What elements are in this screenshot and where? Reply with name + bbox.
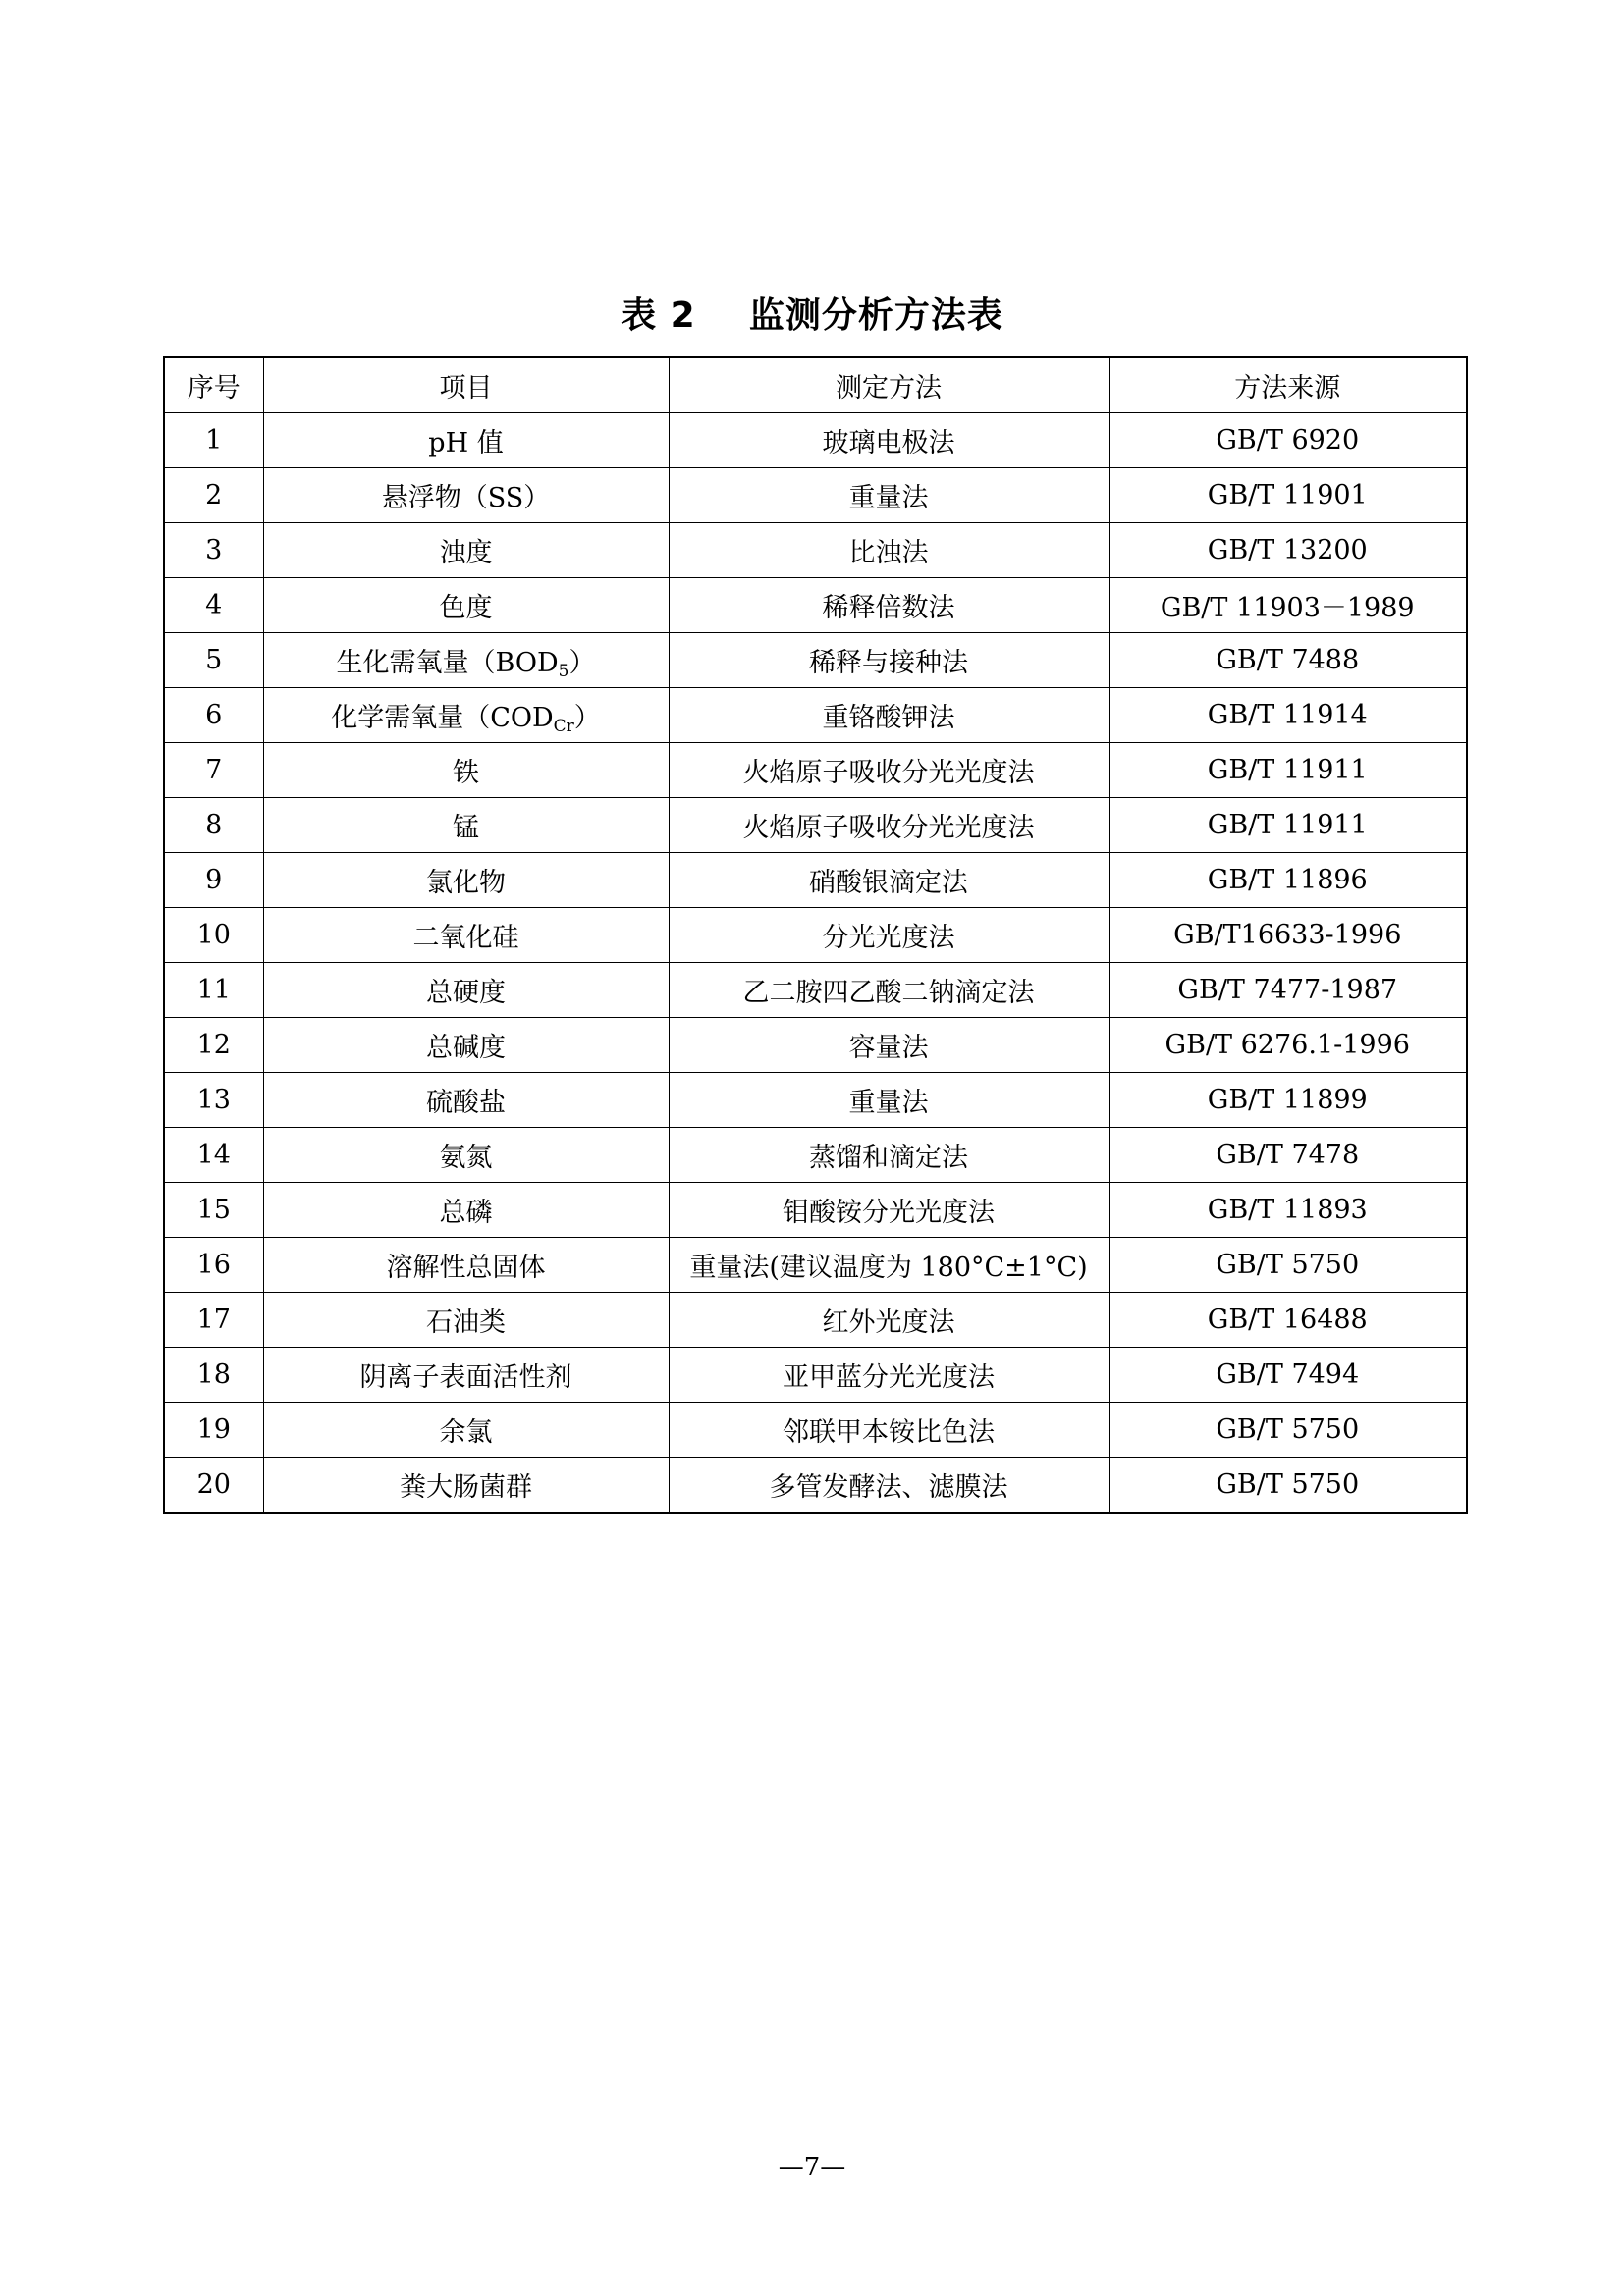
row-item: 阴离子表面活性剂 bbox=[263, 1348, 669, 1403]
header-method: 测定方法 bbox=[669, 357, 1109, 413]
row-source: GB/T 13200 bbox=[1109, 523, 1467, 578]
table-row bbox=[164, 1018, 1467, 1073]
table-row bbox=[164, 1348, 1467, 1403]
row-method: 红外光度法 bbox=[669, 1293, 1109, 1348]
table-row bbox=[164, 1458, 1467, 1514]
page-number: —7— bbox=[778, 2153, 846, 2182]
table-row bbox=[164, 1128, 1467, 1183]
row-number: 9 bbox=[164, 853, 263, 908]
row-item: 总碱度 bbox=[263, 1018, 669, 1073]
row-number: 20 bbox=[164, 1458, 263, 1514]
row-method: 比浊法 bbox=[669, 523, 1109, 578]
table-row bbox=[164, 633, 1467, 688]
row-source: GB/T16633-1996 bbox=[1109, 908, 1467, 963]
table-row bbox=[164, 1183, 1467, 1238]
row-number: 10 bbox=[164, 908, 263, 963]
row-method: 重量法 bbox=[669, 468, 1109, 523]
row-number: 15 bbox=[164, 1183, 263, 1238]
row-source: GB/T 7494 bbox=[1109, 1348, 1467, 1403]
row-item: 总磷 bbox=[263, 1183, 669, 1238]
row-method: 分光光度法 bbox=[669, 908, 1109, 963]
row-number: 7 bbox=[164, 743, 263, 798]
row-source: GB/T 7478 bbox=[1109, 1128, 1467, 1183]
page-title: 表 2 监测分析方法表 bbox=[621, 295, 1003, 336]
row-item: 硫酸盐 bbox=[263, 1073, 669, 1128]
row-method: 亚甲蓝分光光度法 bbox=[669, 1348, 1109, 1403]
row-item: 悬浮物（SS） bbox=[263, 468, 669, 523]
table-row bbox=[164, 523, 1467, 578]
row-number: 6 bbox=[164, 688, 263, 743]
table-body bbox=[164, 413, 1467, 1514]
row-source: GB/T 5750 bbox=[1109, 1238, 1467, 1293]
item-text-after: ） bbox=[568, 648, 596, 678]
row-method: 重铬酸钾法 bbox=[669, 688, 1109, 743]
row-number: 8 bbox=[164, 798, 263, 853]
row-item: 石油类 bbox=[263, 1293, 669, 1348]
row-method: 邻联甲本铵比色法 bbox=[669, 1403, 1109, 1458]
row-source: GB/T 6920 bbox=[1109, 413, 1467, 468]
row-number: 19 bbox=[164, 1403, 263, 1458]
row-item bbox=[263, 633, 669, 688]
row-item: 粪大肠菌群 bbox=[263, 1458, 669, 1514]
row-method: 火焰原子吸收分光光度法 bbox=[669, 798, 1109, 853]
row-item: 氨氮 bbox=[263, 1128, 669, 1183]
row-method: 容量法 bbox=[669, 1018, 1109, 1073]
row-method: 乙二胺四乙酸二钠滴定法 bbox=[669, 963, 1109, 1018]
table-row bbox=[164, 798, 1467, 853]
item-subscript: 5 bbox=[558, 662, 569, 681]
row-source: GB/T 11903－1989 bbox=[1109, 578, 1467, 633]
row-source: GB/T 5750 bbox=[1109, 1458, 1467, 1514]
row-method: 火焰原子吸收分光光度法 bbox=[669, 743, 1109, 798]
row-item: 浊度 bbox=[263, 523, 669, 578]
header-item: 项目 bbox=[263, 357, 669, 413]
table-header-row bbox=[164, 357, 1467, 413]
row-number: 1 bbox=[164, 413, 263, 468]
row-item: 溶解性总固体 bbox=[263, 1238, 669, 1293]
row-item: 氯化物 bbox=[263, 853, 669, 908]
row-number: 16 bbox=[164, 1238, 263, 1293]
row-number: 18 bbox=[164, 1348, 263, 1403]
table-row bbox=[164, 688, 1467, 743]
row-source: GB/T 11896 bbox=[1109, 853, 1467, 908]
row-number: 2 bbox=[164, 468, 263, 523]
row-method: 多管发酵法、滤膜法 bbox=[669, 1458, 1109, 1514]
row-method: 稀释倍数法 bbox=[669, 578, 1109, 633]
row-method: 玻璃电极法 bbox=[669, 413, 1109, 468]
row-source: GB/T 7488 bbox=[1109, 633, 1467, 688]
row-source: GB/T 11899 bbox=[1109, 1073, 1467, 1128]
row-source: GB/T 11893 bbox=[1109, 1183, 1467, 1238]
table-row bbox=[164, 963, 1467, 1018]
row-number: 17 bbox=[164, 1293, 263, 1348]
row-number: 12 bbox=[164, 1018, 263, 1073]
item-text-after: ） bbox=[573, 703, 601, 733]
row-method: 硝酸银滴定法 bbox=[669, 853, 1109, 908]
row-method: 重量法 bbox=[669, 1073, 1109, 1128]
row-source: GB/T 7477-1987 bbox=[1109, 963, 1467, 1018]
row-source: GB/T 6276.1-1996 bbox=[1109, 1018, 1467, 1073]
table-row bbox=[164, 908, 1467, 963]
header-source: 方法来源 bbox=[1109, 357, 1467, 413]
header-no: 序号 bbox=[164, 357, 263, 413]
row-number: 5 bbox=[164, 633, 263, 688]
row-number: 14 bbox=[164, 1128, 263, 1183]
table-row bbox=[164, 468, 1467, 523]
row-number: 11 bbox=[164, 963, 263, 1018]
row-item: 余氯 bbox=[263, 1403, 669, 1458]
row-method: 蒸馏和滴定法 bbox=[669, 1128, 1109, 1183]
table-row bbox=[164, 853, 1467, 908]
row-item: pH 值 bbox=[263, 413, 669, 468]
item-subscript: Cr bbox=[553, 717, 574, 736]
row-number: 3 bbox=[164, 523, 263, 578]
row-source: GB/T 11914 bbox=[1109, 688, 1467, 743]
table-row bbox=[164, 1073, 1467, 1128]
table-row bbox=[164, 1403, 1467, 1458]
row-item bbox=[263, 688, 669, 743]
row-source: GB/T 11911 bbox=[1109, 798, 1467, 853]
row-source: GB/T 5750 bbox=[1109, 1403, 1467, 1458]
item-text: 化学需氧量（COD bbox=[331, 703, 554, 733]
row-method: 重量法(建议温度为 180°C±1°C) bbox=[669, 1238, 1109, 1293]
row-source: GB/T 16488 bbox=[1109, 1293, 1467, 1348]
row-number: 13 bbox=[164, 1073, 263, 1128]
table-row bbox=[164, 743, 1467, 798]
row-method: 稀释与接种法 bbox=[669, 633, 1109, 688]
monitoring-methods-table bbox=[163, 356, 1468, 1514]
table-row bbox=[164, 413, 1467, 468]
row-source: GB/T 11901 bbox=[1109, 468, 1467, 523]
table-row bbox=[164, 578, 1467, 633]
table-row bbox=[164, 1293, 1467, 1348]
row-number: 4 bbox=[164, 578, 263, 633]
row-method: 钼酸铵分光光度法 bbox=[669, 1183, 1109, 1238]
row-item: 二氧化硅 bbox=[263, 908, 669, 963]
row-item: 锰 bbox=[263, 798, 669, 853]
row-item: 色度 bbox=[263, 578, 669, 633]
item-text: 生化需氧量（BOD bbox=[336, 648, 559, 678]
table-row bbox=[164, 1238, 1467, 1293]
row-item: 总硬度 bbox=[263, 963, 669, 1018]
row-source: GB/T 11911 bbox=[1109, 743, 1467, 798]
row-item: 铁 bbox=[263, 743, 669, 798]
